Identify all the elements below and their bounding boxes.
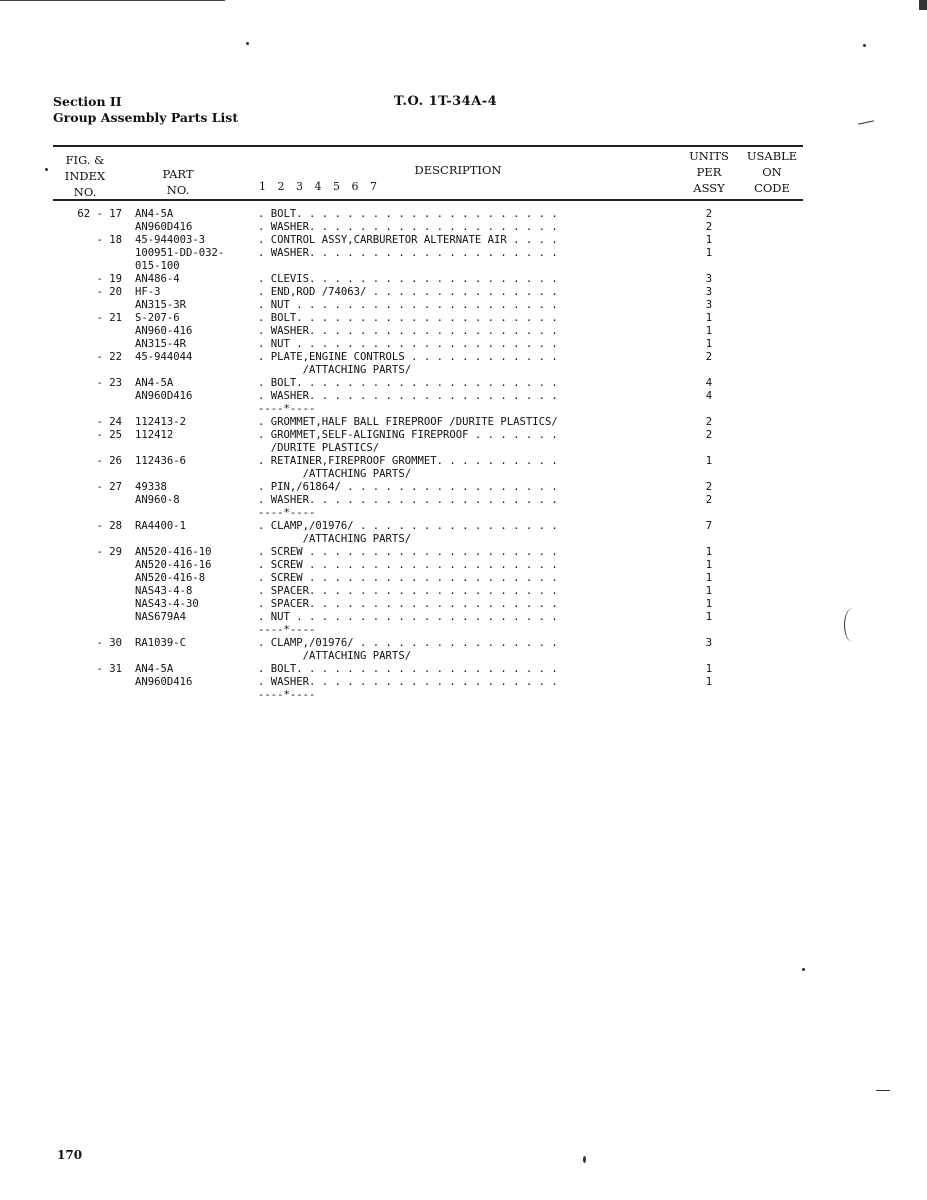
row-description: . CLEVIS. . . . . . . . . . . . . . . . . . . .: [258, 273, 558, 285]
table-row: [0, 650, 927, 663]
table-row: [0, 481, 927, 494]
row-description: . WASHER. . . . . . . . . . . . . . . . . . . .: [258, 676, 558, 688]
row-description: . WASHER. . . . . . . . . . . . . . . . . . . .: [258, 247, 558, 259]
row-description: . END,ROD /74063/ . . . . . . . . . . . . . . .: [258, 286, 558, 298]
row-units-per-assy: 4: [705, 377, 713, 389]
row-description: . WASHER. . . . . . . . . . . . . . . . . . . .: [258, 221, 558, 233]
row-units-per-assy: 2: [705, 494, 713, 506]
page-number: 170: [57, 1148, 83, 1162]
table-row: [0, 611, 927, 624]
row-description: . GROMMET,HALF BALL FIREPROOF /DURITE PLASTICS/: [258, 416, 558, 428]
table-row: [0, 403, 927, 416]
row-description: ----*----: [258, 689, 316, 701]
row-index: - 23: [96, 377, 122, 389]
row-units-per-assy: 1: [705, 663, 713, 675]
row-units-per-assy: 1: [705, 325, 713, 337]
scan-speck: [802, 968, 805, 971]
row-part-no: AN960-8: [135, 494, 180, 506]
row-description: . SCREW . . . . . . . . . . . . . . . . . . . .: [258, 559, 558, 571]
table-row: [0, 416, 927, 429]
col-fig-index: FIG. & INDEX NO.: [64, 153, 106, 199]
row-units-per-assy: 2: [705, 351, 713, 363]
row-description: . NUT . . . . . . . . . . . . . . . . . . . . .: [258, 611, 558, 623]
row-description: /ATTACHING PARTS/: [258, 533, 412, 545]
row-index: - 21: [96, 312, 122, 324]
row-index: - 18: [96, 234, 122, 246]
table-row: [0, 494, 927, 507]
scan-mark: [858, 120, 874, 124]
row-index: - 25: [96, 429, 122, 441]
row-part-no: RA1039-C: [135, 637, 187, 649]
row-part-no: AN960D416: [135, 676, 193, 688]
top-edge-line: [0, 0, 225, 1]
row-description: /ATTACHING PARTS/: [258, 364, 412, 376]
table-row: [0, 663, 927, 676]
table-row: [0, 338, 927, 351]
col-units-per-assy: UNITS PER ASSY: [689, 149, 729, 195]
scan-speck: [246, 42, 249, 45]
row-units-per-assy: 2: [705, 221, 713, 233]
row-units-per-assy: 1: [705, 559, 713, 571]
row-description: . GROMMET,SELF-ALIGNING FIREPROOF . . . . . . .: [258, 429, 558, 441]
table-row: [0, 507, 927, 520]
row-description: . PLATE,ENGINE CONTROLS . . . . . . . . . . . .: [258, 351, 558, 363]
table-row: [0, 351, 927, 364]
row-part-no: AN4-5A: [135, 377, 174, 389]
table-row: [0, 208, 927, 221]
scan-speck: [583, 1156, 586, 1163]
section-header: [53, 94, 238, 126]
table-row: [0, 260, 927, 273]
row-units-per-assy: 1: [705, 312, 713, 324]
table-row: [0, 325, 927, 338]
row-description: ----*----: [258, 624, 316, 636]
table-row: [0, 572, 927, 585]
table-row: [0, 624, 927, 637]
col-usable-on-code: USABLE ON CODE: [746, 149, 798, 195]
col-description: DESCRIPTION: [414, 163, 502, 177]
row-part-no: AN960-416: [135, 325, 193, 337]
table-row: [0, 299, 927, 312]
row-description: . WASHER. . . . . . . . . . . . . . . . . . . .: [258, 325, 558, 337]
row-units-per-assy: 1: [705, 546, 713, 558]
row-part-no: NAS43-4-8: [135, 585, 193, 597]
table-row: [0, 377, 927, 390]
section-title: Section II: [53, 94, 122, 109]
table-row: [0, 533, 927, 546]
scan-mark: [876, 1090, 890, 1091]
row-part-no: 112436-6: [135, 455, 187, 467]
row-description: . SPACER. . . . . . . . . . . . . . . . . . . .: [258, 598, 558, 610]
row-index: - 28: [96, 520, 122, 532]
row-units-per-assy: 7: [705, 520, 713, 532]
row-units-per-assy: 1: [705, 572, 713, 584]
table-row: [0, 585, 927, 598]
table-row: [0, 598, 927, 611]
table-row: [0, 546, 927, 559]
row-description: . CONTROL ASSY,CARBURETOR ALTERNATE AIR . . . .: [258, 234, 558, 246]
row-part-no: 100951-DD-032-: [135, 247, 225, 259]
row-index: - 26: [96, 455, 122, 467]
row-part-no: AN960D416: [135, 221, 193, 233]
table-row: [0, 364, 927, 377]
row-description: . BOLT. . . . . . . . . . . . . . . . . . . . .: [258, 208, 558, 220]
scan-corner-mark: [919, 0, 927, 10]
row-units-per-assy: 3: [705, 299, 713, 311]
row-description: . BOLT. . . . . . . . . . . . . . . . . . . . .: [258, 312, 558, 324]
to-number: T.O. 1T-34A-4: [394, 94, 498, 109]
row-description: . SCREW . . . . . . . . . . . . . . . . . . . .: [258, 546, 558, 558]
table-top-rule: [53, 145, 803, 147]
row-description: /ATTACHING PARTS/: [258, 468, 412, 480]
row-description: . SPACER. . . . . . . . . . . . . . . . . . . .: [258, 585, 558, 597]
row-units-per-assy: 2: [705, 481, 713, 493]
row-description: ----*----: [258, 403, 316, 415]
row-units-per-assy: 1: [705, 676, 713, 688]
row-part-no: AN520-416-8: [135, 572, 206, 584]
table-row: [0, 247, 927, 260]
row-description: . WASHER. . . . . . . . . . . . . . . . . . . .: [258, 390, 558, 402]
row-index: - 20: [96, 286, 122, 298]
row-part-no: 015-100: [135, 260, 180, 272]
table-row: [0, 286, 927, 299]
scan-speck: [45, 168, 48, 171]
table-row: [0, 559, 927, 572]
table-row: [0, 312, 927, 325]
table-row: [0, 455, 927, 468]
row-description: . PIN,/61864/ . . . . . . . . . . . . . . . . .: [258, 481, 558, 493]
table-header-rule: [53, 199, 803, 201]
row-part-no: NAS679A4: [135, 611, 187, 623]
row-units-per-assy: 1: [705, 598, 713, 610]
row-units-per-assy: 2: [705, 429, 713, 441]
table-row: [0, 273, 927, 286]
table-row: [0, 429, 927, 442]
row-index: - 29: [96, 546, 122, 558]
table-row: [0, 689, 927, 702]
indent-digits: 1 2 3 4 5 6 7: [259, 180, 381, 193]
row-description: . BOLT. . . . . . . . . . . . . . . . . . . . .: [258, 663, 558, 675]
row-index: - 31: [96, 663, 122, 675]
row-description: . NUT . . . . . . . . . . . . . . . . . . . . .: [258, 299, 558, 311]
row-units-per-assy: 4: [705, 390, 713, 402]
row-index: 62 - 17: [77, 208, 122, 220]
table-row: [0, 442, 927, 455]
row-part-no: 45-944044: [135, 351, 193, 363]
row-part-no: 112412: [135, 429, 174, 441]
table-row: [0, 234, 927, 247]
table-row: [0, 221, 927, 234]
table-row: [0, 637, 927, 650]
row-part-no: AN520-416-16: [135, 559, 212, 571]
row-description: . WASHER. . . . . . . . . . . . . . . . . . . .: [258, 494, 558, 506]
row-description: . NUT . . . . . . . . . . . . . . . . . . . . .: [258, 338, 558, 350]
row-description: ----*----: [258, 507, 316, 519]
row-description: . BOLT. . . . . . . . . . . . . . . . . . . . .: [258, 377, 558, 389]
row-part-no: S-207-6: [135, 312, 180, 324]
row-part-no: RA4400-1: [135, 520, 187, 532]
row-index: - 27: [96, 481, 122, 493]
row-part-no: AN4-5A: [135, 663, 174, 675]
row-units-per-assy: 1: [705, 455, 713, 467]
row-part-no: 112413-2: [135, 416, 187, 428]
row-part-no: 45-944003-3: [135, 234, 206, 246]
row-units-per-assy: 1: [705, 585, 713, 597]
row-description: . CLAMP,/01976/ . . . . . . . . . . . . . . . .: [258, 520, 558, 532]
row-index: - 19: [96, 273, 122, 285]
table-row: [0, 390, 927, 403]
table-row: [0, 468, 927, 481]
row-part-no: AN486-4: [135, 273, 180, 285]
row-description: . CLAMP,/01976/ . . . . . . . . . . . . . . . .: [258, 637, 558, 649]
row-units-per-assy: 3: [705, 637, 713, 649]
row-units-per-assy: 3: [705, 273, 713, 285]
row-units-per-assy: 1: [705, 611, 713, 623]
row-index: - 22: [96, 351, 122, 363]
row-description: . SCREW . . . . . . . . . . . . . . . . . . . .: [258, 572, 558, 584]
table-row: [0, 676, 927, 689]
row-index: - 30: [96, 637, 122, 649]
row-index: - 24: [96, 416, 122, 428]
row-description: /DURITE PLASTICS/: [258, 442, 380, 454]
row-units-per-assy: 1: [705, 338, 713, 350]
row-units-per-assy: 3: [705, 286, 713, 298]
section-subtitle: Group Assembly Parts List: [53, 110, 239, 125]
row-part-no: 49338: [135, 481, 167, 493]
row-part-no: AN315-4R: [135, 338, 187, 350]
row-units-per-assy: 1: [705, 247, 713, 259]
scan-arc-mark: [844, 608, 861, 642]
row-units-per-assy: 2: [705, 416, 713, 428]
row-description: /ATTACHING PARTS/: [258, 650, 412, 662]
row-part-no: AN4-5A: [135, 208, 174, 220]
row-units-per-assy: 2: [705, 208, 713, 220]
col-part-no: PART NO.: [162, 167, 194, 197]
row-part-no: AN315-3R: [135, 299, 187, 311]
row-part-no: HF-3: [135, 286, 161, 298]
row-part-no: AN960D416: [135, 390, 193, 402]
row-units-per-assy: 1: [705, 234, 713, 246]
row-part-no: AN520-416-10: [135, 546, 212, 558]
table-row: [0, 520, 927, 533]
row-part-no: NAS43-4-30: [135, 598, 199, 610]
scan-speck: [863, 44, 866, 47]
row-description: . RETAINER,FIREPROOF GROMMET. . . . . . . . . .: [258, 455, 558, 467]
